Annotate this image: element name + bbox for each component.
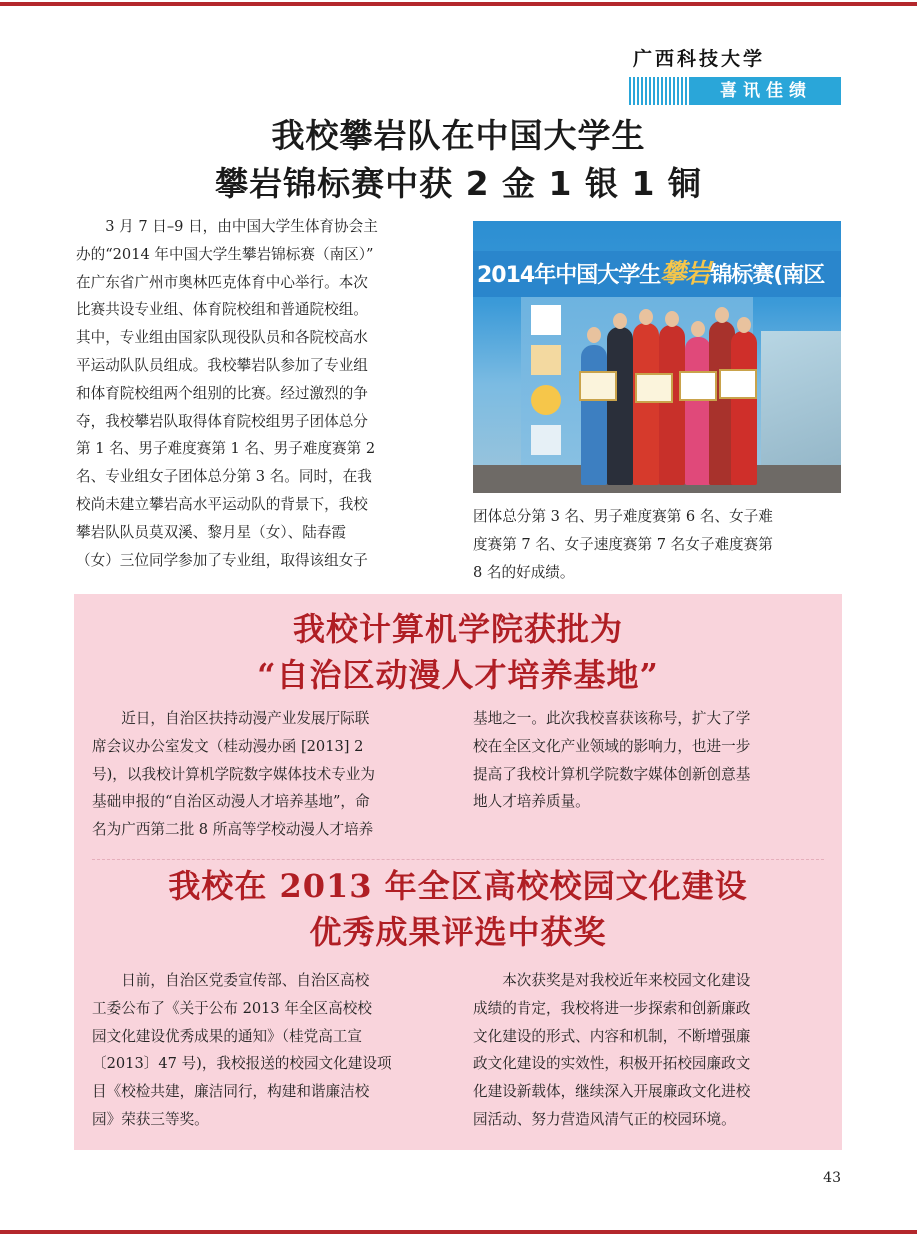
text-line: 园活动、努力营造风清气正的校园环境。 xyxy=(473,1110,736,1128)
text-line: 其中，专业组由国家队现役队员和各院校高水 xyxy=(76,329,368,347)
text-line: 园》荣获三等奖。 xyxy=(92,1110,209,1128)
certificate-icon xyxy=(579,371,617,401)
bottom-rule xyxy=(0,1230,917,1234)
text-line: 和体育院校组两个组别的比赛。经过激烈的争 xyxy=(76,384,368,402)
text-line: 校在全区文化产业领域的影响力，也进一步 xyxy=(473,737,751,755)
athlete-figure xyxy=(633,323,659,485)
banner-text-a: 2014年中国大学生 xyxy=(477,263,661,288)
athlete-head xyxy=(737,317,751,333)
medal-logo-icon xyxy=(531,385,561,415)
article2-body-left xyxy=(92,705,446,844)
athlete-head xyxy=(639,309,653,325)
text-line: 名、专业组女子团体总分第 3 名。同时，在我 xyxy=(76,468,372,486)
column-band xyxy=(629,77,841,105)
article3-body-left xyxy=(92,967,446,1134)
athlete-figure xyxy=(685,337,711,485)
athlete-figure xyxy=(607,327,633,485)
text-line: 基地之一。此次我校喜获该称号，扩大了学 xyxy=(473,710,751,727)
text-line: 攀岩队队员莫双溪、黎月星（女）、陆春霞 xyxy=(76,523,346,541)
article2-body-right xyxy=(473,705,827,816)
text-line: 基础申报的“自治区动漫人才培养基地”，命 xyxy=(92,793,370,811)
text-line: 比赛共设专业组、体育院校组和普通院校组。 xyxy=(76,301,368,319)
text-line: 团体总分第 3 名、男子难度赛第 6 名、女子难 xyxy=(473,508,773,525)
article1-body-right xyxy=(473,503,841,586)
certificate-icon xyxy=(719,369,757,399)
text-line: 政文化建设的实效性，积极开拓校园廉政文 xyxy=(473,1055,751,1073)
text-line: 号)，以我校计算机学院数字媒体技术专业为 xyxy=(92,765,375,783)
text-line: 夺，我校攀岩队取得体育院校组男子团体总分 xyxy=(76,412,368,430)
text-line: 席会议办公室发文（桂动漫办函 [2013] 2 xyxy=(92,737,364,755)
text-line: 第 1 名、男子难度赛第 1 名、男子难度赛第 2 xyxy=(76,440,376,458)
banner-text-b: 锦标赛(南区 xyxy=(710,263,825,288)
article3-title-line2: 优秀成果评选中获奖 xyxy=(309,913,607,951)
team-photo xyxy=(473,221,841,493)
text-line: 日前，自治区党委宣传部、自治区高校 xyxy=(121,972,370,989)
article1-title xyxy=(0,112,917,208)
sponsor-logo-icon xyxy=(531,425,561,455)
text-line: 名为广西第二批 8 所高等学校动漫人才培养 xyxy=(92,821,374,839)
text-line: 在广东省广州市奥林匹克体育中心举行。本次 xyxy=(76,273,368,291)
article3-title-line1: 我校在 2013 年全区高校校园文化建设 xyxy=(168,867,748,905)
text-line: 化建设新载体，继续深入开展廉政文化进校 xyxy=(473,1083,751,1101)
column-name: 喜讯佳绩 xyxy=(691,77,841,105)
emblem-icon xyxy=(531,345,561,375)
section-divider xyxy=(92,859,824,860)
text-line: 本次获奖是对我校近年来校园文化建设 xyxy=(502,972,751,989)
article1-body-left xyxy=(76,213,442,574)
certificate-icon xyxy=(679,371,717,401)
article1-title-line1: 我校攀岩队在中国大学生 xyxy=(271,116,646,155)
text-line: （女）三位同学参加了专业组，取得该组女子 xyxy=(76,551,368,569)
athlete-figure xyxy=(731,331,757,485)
athlete-figure xyxy=(581,345,607,485)
certificate-icon xyxy=(635,373,673,403)
article2-title-line2: “自治区动漫人才培养基地” xyxy=(257,656,659,694)
photo-banner xyxy=(473,251,841,297)
text-line: 3 月 7 日–9 日，由中国大学生体育协会主 xyxy=(105,218,378,235)
fusc-logo-icon xyxy=(531,305,561,335)
text-line: 校尚未建立攀岩高水平运动队的背景下，我校 xyxy=(76,495,368,513)
article2-title xyxy=(74,606,842,698)
text-line: 办的“2014 年中国大学生攀岩锦标赛（南区）” xyxy=(76,245,374,263)
athlete-head xyxy=(587,327,601,343)
top-rule xyxy=(0,2,917,6)
athlete-head xyxy=(613,313,627,329)
text-line: 目《校检共建，廉洁同行，构建和谐廉洁校 xyxy=(92,1083,370,1101)
text-line: 度赛第 7 名、女子速度赛第 7 名女子难度赛第 xyxy=(473,535,773,553)
text-line: 园文化建设优秀成果的通知》（桂党高工宣 xyxy=(92,1027,362,1045)
text-line: 近日，自治区扶持动漫产业发展厅际联 xyxy=(121,710,370,727)
banner-script: 攀岩 xyxy=(660,259,711,289)
article1-title-line2: 攀岩锦标赛中获 2 金 1 银 1 铜 xyxy=(215,164,702,203)
page-number: 43 xyxy=(823,1170,841,1186)
text-line: 提高了我校计算机学院数字媒体创新创意基 xyxy=(473,765,751,783)
athlete-head xyxy=(715,307,729,323)
athlete-head xyxy=(691,321,705,337)
masthead xyxy=(629,44,841,105)
text-line: 地人才培养质量。 xyxy=(473,793,590,811)
article3-title xyxy=(74,863,842,955)
athlete-head xyxy=(665,311,679,327)
athlete-figure xyxy=(659,325,685,485)
text-line: 成绩的肯定，我校将进一步探索和创新廉政 xyxy=(473,999,751,1017)
text-line: 8 名的好成绩。 xyxy=(473,563,575,581)
article3-body-right xyxy=(473,967,827,1134)
text-line: 工委公布了《关于公布 2013 年全区高校校 xyxy=(92,999,372,1017)
article2-title-line1: 我校计算机学院获批为 xyxy=(292,610,623,648)
text-line: 平运动队队员组成。我校攀岩队参加了专业组 xyxy=(76,356,368,374)
text-line: 〔2013〕47 号)，我校报送的校园文化建设项 xyxy=(92,1055,392,1073)
text-line: 文化建设的形式、内容和机制，不断增强廉 xyxy=(473,1027,751,1045)
stripe-decoration xyxy=(629,77,691,105)
school-name: 广西科技大学 xyxy=(633,48,766,70)
